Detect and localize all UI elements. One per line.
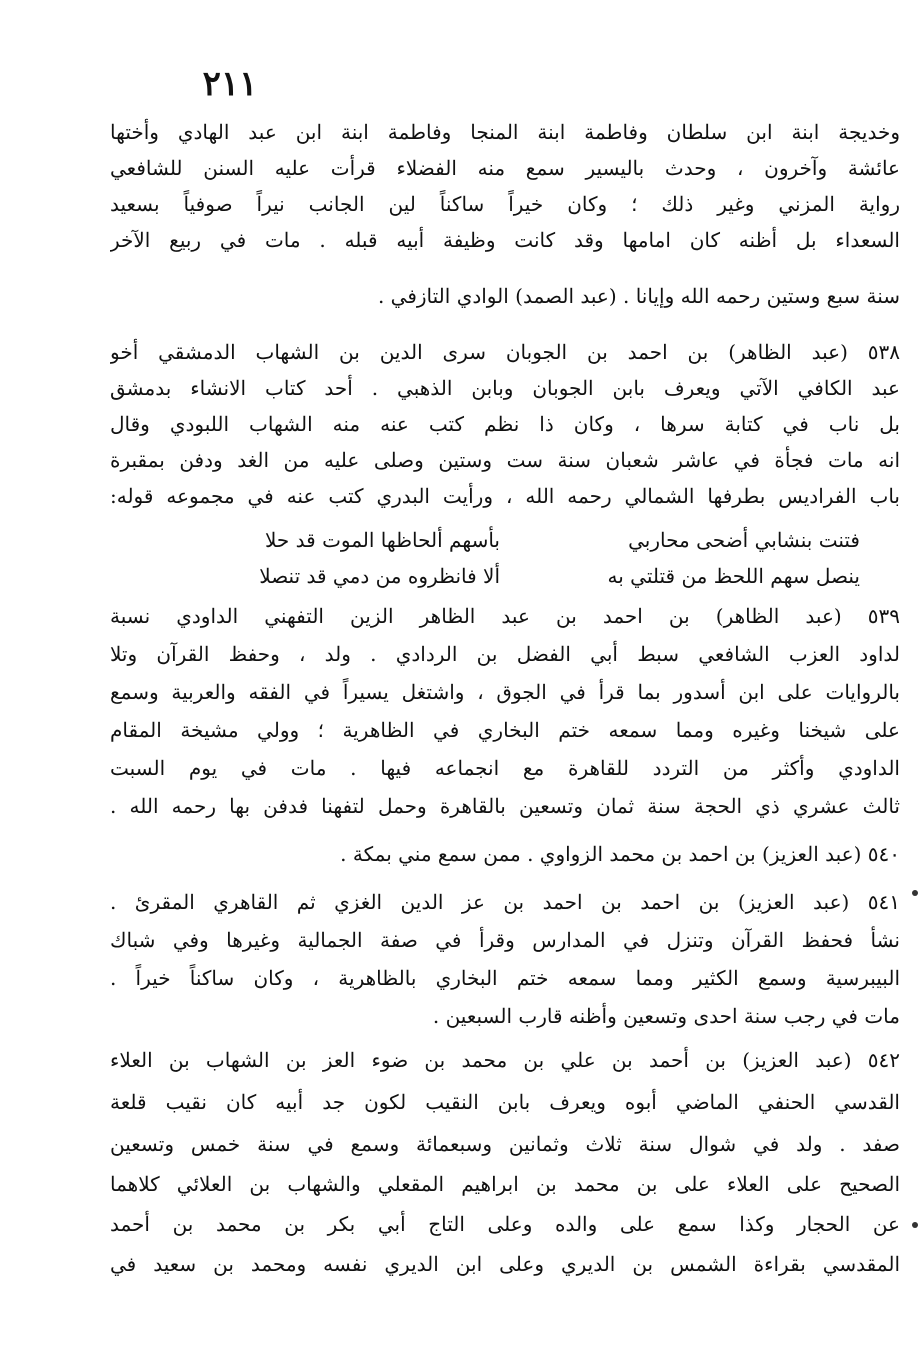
verse-hemistich-right: ينصل سهم اللحظ من قتلتي به xyxy=(607,564,860,588)
entry-542-heading: ٥٤٢ (عبد العزيز) بن أحمد بن علي بن محمد بن ضوء العز بن الشهاب بن العلاء xyxy=(110,1048,900,1072)
text-line: بل ناب في كتابة سرها ، وكان ذا نظم كتب عنه منه الشهاب اللبودي وقال xyxy=(110,412,900,436)
text-line: لداود العزب الشافعي سبط أبي الفضل بن الردادي . ولد ، وحفظ القرآن وتلا xyxy=(110,642,900,666)
page-number: ٢١١ xyxy=(202,64,258,104)
text-line: وخديجة ابنة ابن سلطان وفاطمة ابنة المنجا وفاطمة ابنة ابن عبد الهادي وأختها xyxy=(110,120,900,144)
text-line: السعداء بل أظنه كان امامها وقد كانت وظيفة أبيه قبله . مات في ربيع الآخر xyxy=(110,228,900,252)
text-line: عبد الكافي الآتي ويعرف بابن الجوبان وبابن الذهبي . أحد كتاب الانشاء بدمشق xyxy=(110,376,900,400)
text-line: سنة سبع وستين رحمه الله وإيانا . (عبد الصمد) الوادي التازفي . xyxy=(377,284,900,308)
verse-hemistich-left: بأسهم ألحاظها الموت قد حلا xyxy=(265,528,500,552)
text-line: صفد . ولد في شوال سنة ثلاث وثمانين وسبعمائة وسمع في سنة خمس وتسعين xyxy=(110,1132,900,1156)
verse-hemistich-right: فتنت بنشابي أضحى محاربي xyxy=(628,528,860,552)
text-line: عائشة وآخرون ، وحدث باليسير سمع منه الفضلاء قرأت عليه السنن للشافعي xyxy=(110,156,900,180)
margin-mark xyxy=(912,890,918,896)
text-line: نشأ فحفظ القرآن وتنزل في المدارس وقرأ في صفة الجمالية وغيرها وفي شباك xyxy=(110,928,900,952)
text-line: رواية المزني وغير ذلك ؛ وكان خيراً ساكناً لين الجانب نيراً صوفياً بسعيد xyxy=(110,192,900,216)
text-line: البيبرسية وسمع الكثير ومما سمعه ختم البخاري بالظاهرية ، وكان ساكناً خيراً . xyxy=(110,966,900,990)
text-line: ثالث عشري ذي الحجة سنة ثمان وتسعين بالقاهرة وحمل لتفهنا فدفن بها رحمه الله . xyxy=(110,794,900,818)
text-line: عن الحجار وكذا سمع على والده وعلى التاج أبي بكر بن محمد بن أحمد xyxy=(110,1212,900,1236)
text-line: الداودي وأكثر من التردد للقاهرة مع انجماعه فيها . مات في يوم السبت xyxy=(110,756,900,780)
text-line: الصحيح على العلاء على بن محمد بن ابراهيم المقعلي والشهاب بن العلائي كلاهما xyxy=(110,1172,900,1196)
document-body xyxy=(110,0,900,1362)
margin-mark xyxy=(912,1222,918,1228)
text-line: مات في رجب سنة احدى وتسعين وأظنه قارب السبعين . xyxy=(432,1004,900,1028)
text-line: باب الفراديس بطرفها الشمالي رحمه الله ، ورأيت البدري كتب عنه في مجموعه قوله: xyxy=(110,484,900,508)
entry-541-heading: ٥٤١ (عبد العزيز) بن احمد بن احمد بن عز الدين الغزي ثم القاهري المقرئ . xyxy=(110,890,900,914)
text-line: القدسي الحنفي الماضي أبوه ويعرف بابن النقيب لكون جد أبيه كان نقيب قلعة xyxy=(110,1090,900,1114)
text-line: بالروايات على ابن أسدور بما قرأ في الجوق ، واشتغل يسيراً في الفقه والعربية وسمع xyxy=(110,680,900,704)
text-line: انه مات فجأة في عاشر شعبان سنة ست وستين وصلى عليه من الغد ودفن بمقبرة xyxy=(110,448,900,472)
entry-538-heading: ٥٣٨ (عبد الظاهر) بن احمد بن الجوبان سرى الدين بن الشهاب الدمشقي أخو xyxy=(110,340,900,364)
text-line: على شيخنا وغيره ومما سمعه ختم البخاري في الظاهرية ؛ وولي مشيخة المقام xyxy=(110,718,900,742)
verse-hemistich-left: ألا فانظروه من دمي قد تنصلا xyxy=(259,564,500,588)
entry-539-heading: ٥٣٩ (عبد الظاهر) بن احمد بن عبد الظاهر الزين التفهني الداودي نسبة xyxy=(110,604,900,628)
entry-540-heading: ٥٤٠ (عبد العزيز) بن احمد بن محمد الزواوي . ممن سمع مني بمكة . xyxy=(340,842,900,866)
text-line: المقدسي بقراءة الشمس بن الديري وعلى ابن الديري نفسه ومحمد بن سعيد في xyxy=(110,1252,900,1276)
